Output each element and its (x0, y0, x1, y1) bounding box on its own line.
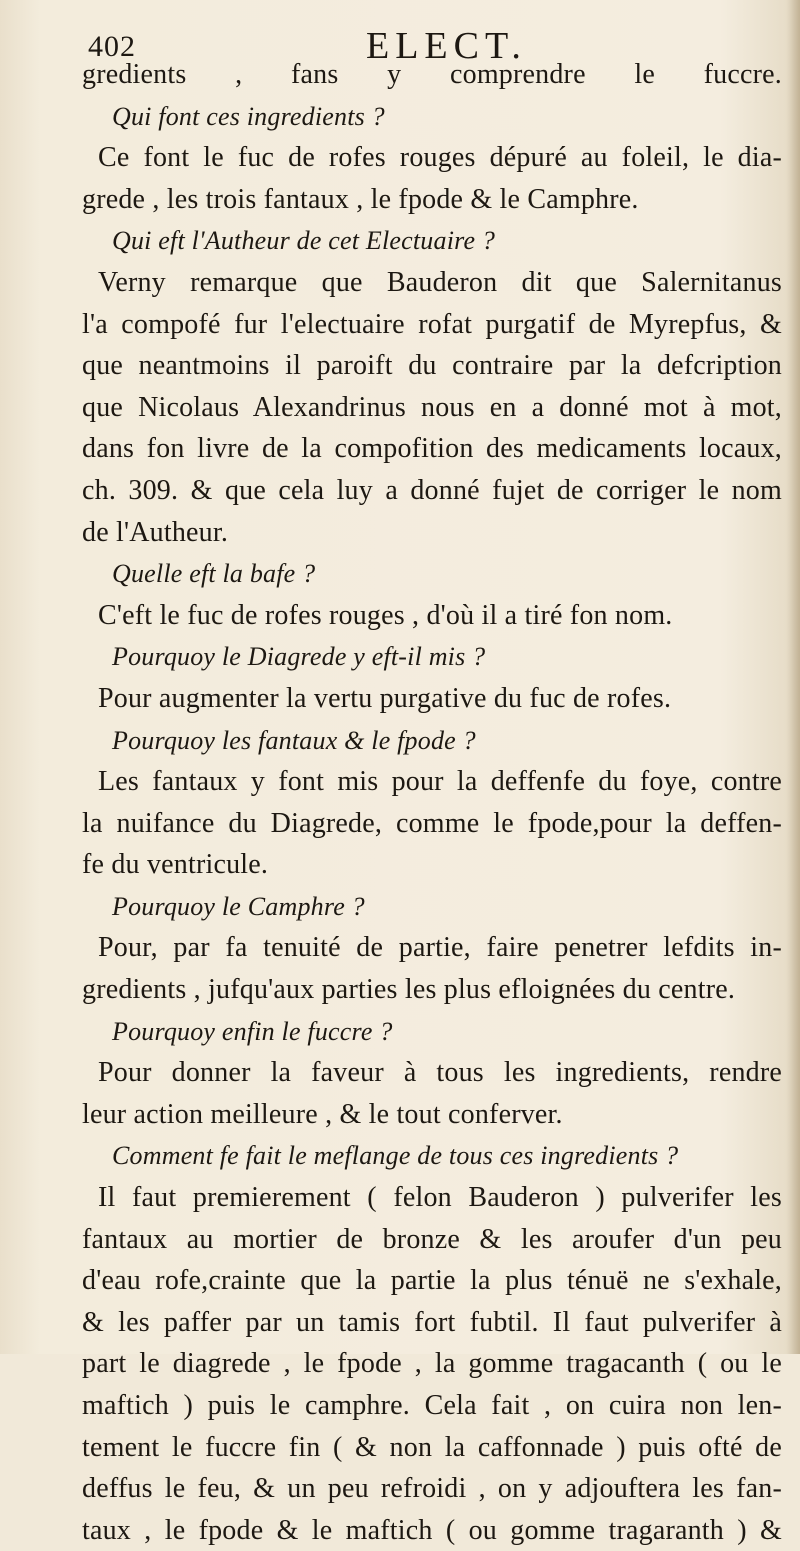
text-line: de l'Autheur. (82, 516, 229, 548)
text-line: gredients , fans y comprendre le fuccre. (82, 59, 782, 90)
question-line: Comment fe fait le meflange de tous ces ingredients ? (112, 1141, 679, 1171)
text-line: la nuifance du Diagrede, comme le fpode,pour la deffen- (82, 807, 782, 839)
text-line: Les fantaux y font mis pour la deffenfe du foye, contre (98, 766, 782, 798)
text-line: taux , le fpode & le maftich ( ou gomme tragaranth ) & (82, 1514, 782, 1546)
text-line: & les paffer par un tamis fort fubtil. Il faut pulverifer à (82, 1306, 782, 1338)
text-line: tement le fuccre fin ( & non la caffonnade ) puis ofté de (82, 1431, 782, 1463)
text-line: Verny remarque que Bauderon dit que Salernitanus (98, 266, 782, 298)
question-line: Pourquoy le Diagrede y eft-il mis ? (112, 642, 486, 672)
question-line: Quelle eft la bafe ? (112, 559, 316, 589)
text-line: ch. 309. & que cela luy a donné fujet de corriger le nom (82, 474, 782, 506)
text-line: Il faut premierement ( felon Bauderon ) pulverifer les (98, 1182, 782, 1214)
question-line: Qui eft l'Autheur de cet Electuaire ? (112, 226, 496, 256)
text-line: maftich ) puis le camphre. Cela fait , on cuira non len- (82, 1390, 782, 1421)
text-line: C'eft le fuc de rofes rouges , d'où il a tiré fon nom. (98, 599, 673, 631)
text-line: part le diagrede , le fpode , la gomme tragacanth ( ou le (82, 1348, 782, 1380)
text-line: dans fon livre de la compofition des medicaments locaux, (82, 433, 782, 465)
question-line: Qui font ces ingredients ? (112, 101, 385, 131)
text-line: Pour, par fa tenuité de partie, faire penetrer lefdits in- (98, 932, 782, 964)
text-line: fantaux au mortier de bronze & les aroufer d'un peu (82, 1223, 782, 1255)
text-line: fe du ventricule. (82, 849, 269, 881)
text-line: l'a compofé fur l'electuaire rofat purgatif de Myrepfus, & (82, 308, 782, 340)
text-line: Ce font le fuc de rofes rouges dépuré au foleil, le dia- (98, 142, 782, 174)
body-text (82, 54, 782, 1551)
text-line: deffus le feu, & un peu refroidi , on y adjouftera les fan- (82, 1473, 782, 1505)
question-line: Pourquoy les fantaux & le fpode ? (112, 725, 476, 755)
question-line: Pourquoy le Camphre ? (112, 891, 365, 921)
text-line: leur action meilleure , & le tout conferver. (82, 1098, 563, 1130)
page-number: 402 (88, 30, 136, 63)
text-line: gredients , jufqu'aux parties les plus efloignées du centre. (82, 974, 736, 1006)
text-line: grede , les trois fantaux , le fpode & le Camphre. (82, 183, 639, 215)
text-line: que Nicolaus Alexandrinus nous en a donné mot à mot, (82, 391, 782, 423)
text-line: Pour augmenter la vertu purgative du fuc de rofes. (98, 682, 672, 714)
text-line: Pour donner la faveur à tous les ingredients, rendre (98, 1057, 782, 1089)
running-head: ELECT. (366, 25, 527, 67)
text-line: que neantmoins il paroift du contraire par la defcription (82, 350, 782, 382)
text-line: d'eau rofe,crainte que la partie la plus ténuë ne s'exhale, (82, 1265, 782, 1297)
page-edge-shadow (786, 0, 800, 1354)
question-line: Pourquoy enfin le fuccre ? (112, 1016, 393, 1046)
